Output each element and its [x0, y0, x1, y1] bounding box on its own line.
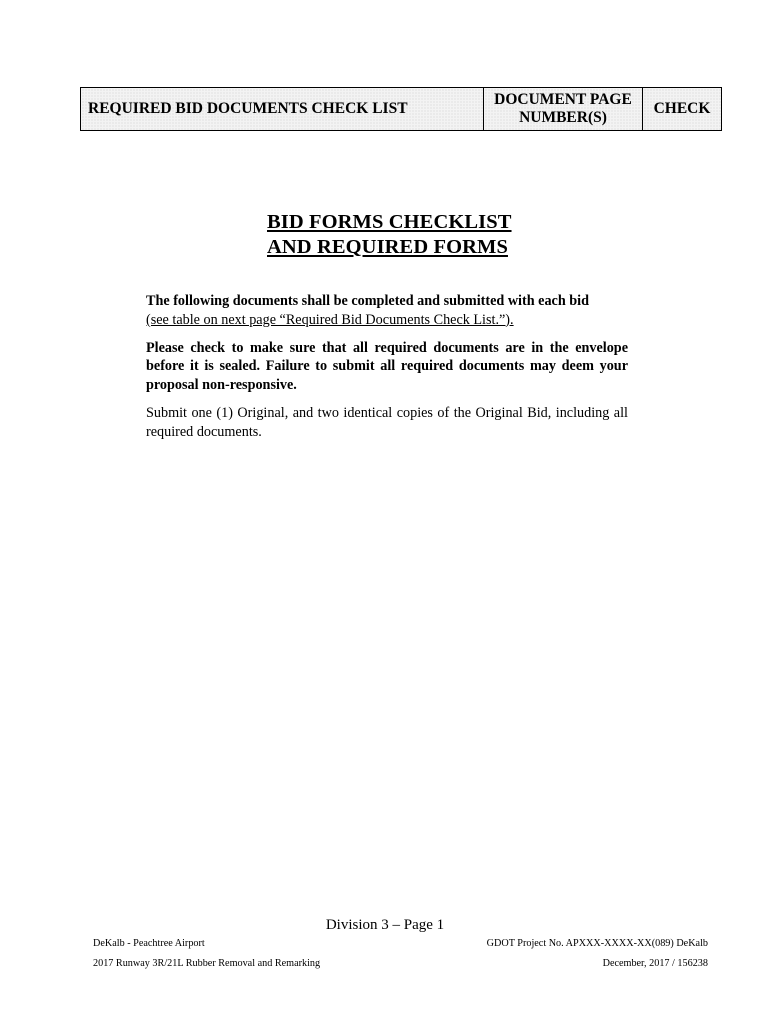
footer-date: December, 2017 / 156238 [602, 958, 708, 969]
header-row [81, 88, 722, 131]
checklist-title-cell [81, 88, 484, 131]
numbers-label: NUMBER(S) [519, 109, 607, 126]
paragraph-copies: Submit one (1) Original, and two identical copies of the Original Bid, including all required documents. [146, 404, 628, 440]
submission-statement: The following documents shall be completed and submitted with each bid [146, 293, 590, 309]
paragraph-submission [146, 292, 628, 330]
instructions-body [146, 292, 628, 451]
title-line-2: AND REQUIRED FORMS [267, 236, 508, 258]
checklist-title: REQUIRED BID DOCUMENTS CHECK LIST [88, 100, 408, 117]
check-cell [643, 88, 722, 131]
document-page-numbers-cell [484, 88, 643, 131]
footer-airport: DeKalb - Peachtree Airport [93, 938, 205, 949]
page-title [267, 210, 567, 260]
footer-project-title: 2017 Runway 3R/21L Rubber Removal and Remarking [93, 958, 321, 969]
footer-project-number: GDOT Project No. APXXX-XXXX-XX(089) DeKalb [486, 938, 708, 949]
footer-page-number: Division 3 – Page 1 [325, 917, 445, 933]
paragraph-envelope-check: Please check to make sure that all required documents are in the envelope before it is sealed. Failure to submit all required documents may deem your proposal non-responsive. [146, 339, 628, 394]
check-label: CHECK [653, 100, 711, 117]
title-line-1: BID FORMS CHECKLIST [267, 211, 512, 233]
check-list-reference-link[interactable]: (see table on next page “Required Bid Documents Check List.”). [146, 311, 514, 328]
required-bid-documents-header-table [80, 87, 722, 131]
document-page-label: DOCUMENT PAGE [494, 91, 632, 108]
